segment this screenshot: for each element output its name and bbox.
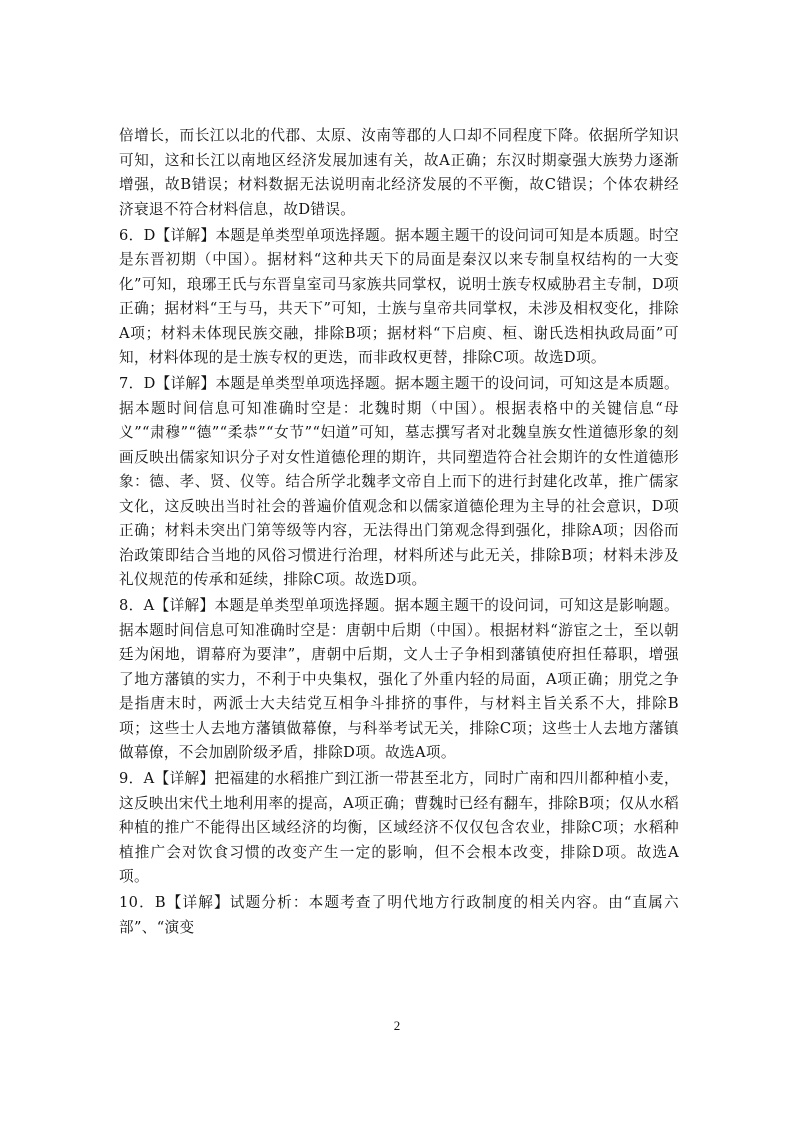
- paragraph-continuation: 倍增长，而长江以北的代郡、太原、汝南等郡的人口却不同程度下降。依据所学知识可知，这和长江以南地区经济发展加速有关，故A正确；东汉时期豪强大族势力逐渐增强，故B错误；材料数据无法说明南北经济发展的不平衡，故C错误；个体农耕经济衰退不符合材料信息，故D错误。: [119, 127, 679, 218]
- answer-6: 6．D【详解】本题是单类型单项选择题。据本题主题干的设问词可知是本质题。时空是东晋初期（中国）。据材料“这种共天下的局面是秦汉以来专制皇权结构的一大变化”可知，琅琊王氏与东晋皇室司马家族共同掌权，说明士族专权威胁君主专制，D项正确；据材料“王与马，共天下”可知，士族与皇帝共同掌权，未涉及相权变化，排除A项；材料未体现民族交融，排除B项；据材料“下启庾、桓、谢氏迭相执政局面”可知，材料体现的是士族专权的更迭，而非政权更替，排除C项。故选D项。: [119, 226, 679, 366]
- page-number: 2: [393, 1018, 401, 1033]
- answer-explanations: [119, 124, 679, 942]
- answer-9: 9．A【详解】把福建的水稻推广到江浙一带甚至北方，同时广南和四川都种植小麦，这反映出宋代土地利用率的提高，A项正确；曹魏时已经有翻车，排除B项；仅从水稻种植的推广不能得出区域经济的均衡，区域经济不仅仅包含农业，排除C项；水稻种植推广会对饮食习惯的改变产生一定的影响，但不会根本改变，排除D项。故选A项。: [119, 770, 679, 885]
- answer-7: 7．D【详解】本题是单类型单项选择题。据本题主题干的设问词，可知这是本质题。据本题时间信息可知准确时空是：北魏时期（中国）。根据表格中的关键信息“母义”“肃穆”“德”“柔恭”“女节”“妇道”可知，墓志撰写者对北魏皇族女性道德形象的刻画反映出儒家知识分子对女性道德伦理的期许，共同塑造符合社会期许的女性道德形象：德、孝、贤、仪等。结合所学北魏孝文帝自上而下的进行封建化改革，推广儒家文化，这反映出当时社会的普遍价值观念和以儒家道德伦理为主导的社会意识，D项正确；材料未突出门第等级等内容，无法得出门第观念得到强化，排除A项；因俗而治政策即结合当地的风俗习惯进行治理，材料所述与此无关，排除B项；材料未涉及礼仪规范的传承和延续，排除C项。故选D项。: [119, 375, 679, 588]
- answer-8: 8．A【详解】本题是单类型单项选择题。据本题主题干的设问词，可知这是影响题。据本题时间信息可知准确时空是：唐朝中后期（中国）。根据材料“游宦之士，至以朝廷为闲地，谓幕府为要津”，唐朝中后期，文人士子争相到藩镇使府担任幕职，增强了地方藩镇的实力，不利于中央集权，强化了外重内轻的局面，A项正确；朋党之争是指唐末时，两派士大夫结党互相争斗排挤的事件，与材料主旨关系不大，排除B项；这些士人去地方藩镇做幕僚，与科举考试无关，排除C项；这些士人去地方藩镇做幕僚，不会加剧阶级矛盾，排除D项。故选A项。: [119, 597, 679, 761]
- answer-10: 10．B【详解】试题分析：本题考查了明代地方行政制度的相关内容。由“直属六部”、“演变: [119, 894, 679, 936]
